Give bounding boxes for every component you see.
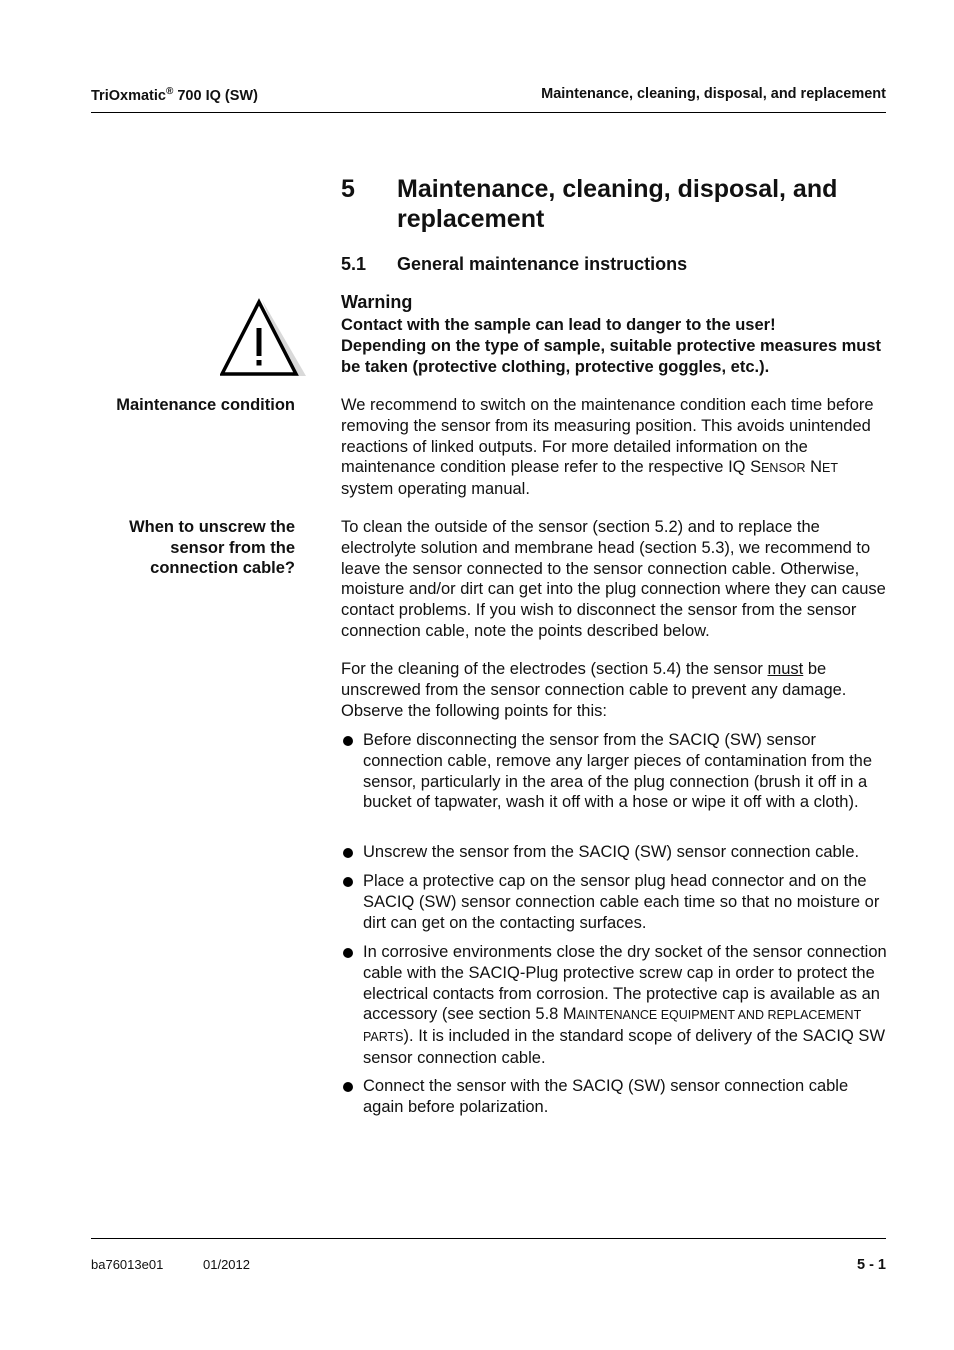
instruction-list [341,730,889,813]
bullet-text-2: Unscrew the sensor from the SACIQ (SW) sensor connection cable. [363,843,860,861]
maintenance-condition-label: Maintenance condition [116,396,295,414]
section-title: General maintenance instructions [397,254,688,274]
mc-sc2: ET [822,461,839,476]
bullet-text-4sc: AINTENANCE EQUIPMENT AND REPLACEMENT PARTS [363,1008,861,1045]
bullet-icon [343,1082,353,1092]
list-item [341,1076,889,1118]
unscrew-label [60,517,295,579]
footer-page-number: 5 - 1 [856,1257,886,1273]
footer-doc-id: ba76013e01 [91,1257,164,1272]
header-chapter-title: Maintenance, cleaning, disposal, and replacement [541,86,886,102]
header-product-suffix: 700 IQ (SW) [173,88,258,104]
header-product-name [91,86,258,104]
instruction-list [341,942,889,1069]
list-item [341,842,889,863]
list-item [341,942,889,1069]
section-number: 5.1 [341,254,367,274]
bullet-icon [343,848,353,858]
footer-date: 01/2012 [203,1257,250,1272]
header-product-text: TriOxmatic [91,88,166,104]
instruction-list [341,842,889,863]
unscrew-label-line-3: connection cable? [150,559,295,577]
bullet-text-1: Before disconnecting the sensor from the SACIQ (SW) sensor connection cable, remove any larger pieces of contamination from the sensor, particularly in the area of the plug connection (brush it off in a bucket of tapwater, wash it off with a hose or wipe it off with a cloth). [363,731,873,812]
bullet-text-3: Place a protective cap on the sensor plug head connector and on the SACIQ (SW) sensor connection cable each time so that no moisture or dirt can get on the contacting surfaces. [363,872,880,932]
footer-rule [91,1238,886,1239]
mc-iq: IQ S [728,458,762,477]
mc-sc1: ENSOR [761,461,806,476]
mc-text-a: We recommend to switch on the maintenance condition each time before removing the sensor from its measuring position. This avoids unintended reactions of linked outputs. For more detailed information on the maintenance condition please refer to the respective [341,396,874,477]
list-item [341,871,889,933]
warning-text [341,315,886,378]
bullet-text-4b: ). It is included in the standard scope of delivery of the SACIQ SW sensor connection cable. [363,1027,886,1067]
bullet-text-4a: In corrosive environments close the dry socket of the sensor connection cable with the SACIQ-Plug protective screw cap in order to protect the electrical contacts from corrosion. The protective cap is available as an accessory (see section 5.8 M [363,943,887,1024]
unscrew-label-line-2: sensor from the [170,538,295,557]
bullet-icon [343,948,353,958]
mc-text-b: system operating manual. [341,480,530,499]
header-rule [91,112,886,113]
unscrew-p2-a: For the cleaning of the electrodes (section 5.4) the sensor [341,660,768,678]
unscrew-p2-b: be unscrewed from the sensor connection cable to prevent any damage. Observe the following points for this: [341,660,847,720]
chapter-number: 5 [341,175,355,203]
registered-mark: ® [165,86,174,97]
unscrew-label-line-1: When to unscrew the [129,518,295,536]
instruction-list [341,1076,889,1118]
bullet-icon [343,877,353,887]
instruction-list [341,871,889,933]
unscrew-p2-must: must [767,660,804,678]
bullet-text-5: Connect the sensor with the SACIQ (SW) sensor connection cable again before polarization. [363,1077,849,1116]
mc-n: N [805,458,823,477]
warning-line-1: Contact with the sample can lead to danger to the user! [341,316,776,334]
bullet-icon [343,736,353,746]
chapter-title: Maintenance, cleaning, disposal, and replacement [397,175,838,233]
maintenance-condition-text [341,395,889,500]
list-item [341,730,889,813]
unscrew-paragraph-2 [341,659,889,721]
warning-title: Warning [341,292,413,312]
warning-line-2: Depending on the type of sample, suitable protective measures must be taken (protective clothing, protective goggles, etc.). [341,337,882,376]
unscrew-paragraph-1: To clean the outside of the sensor (section 5.2) and to replace the electrolyte solution and membrane head (section 5.3), we recommend to leave the sensor connected to the sensor connection cable. Otherwise, moisture and/or dirt can get into the plug connection where they can cause contact problems. If you wish to disconnect the sensor from the sensor connection cable, note the points described below. [341,518,886,640]
warning-triangle-icon [220,298,308,378]
